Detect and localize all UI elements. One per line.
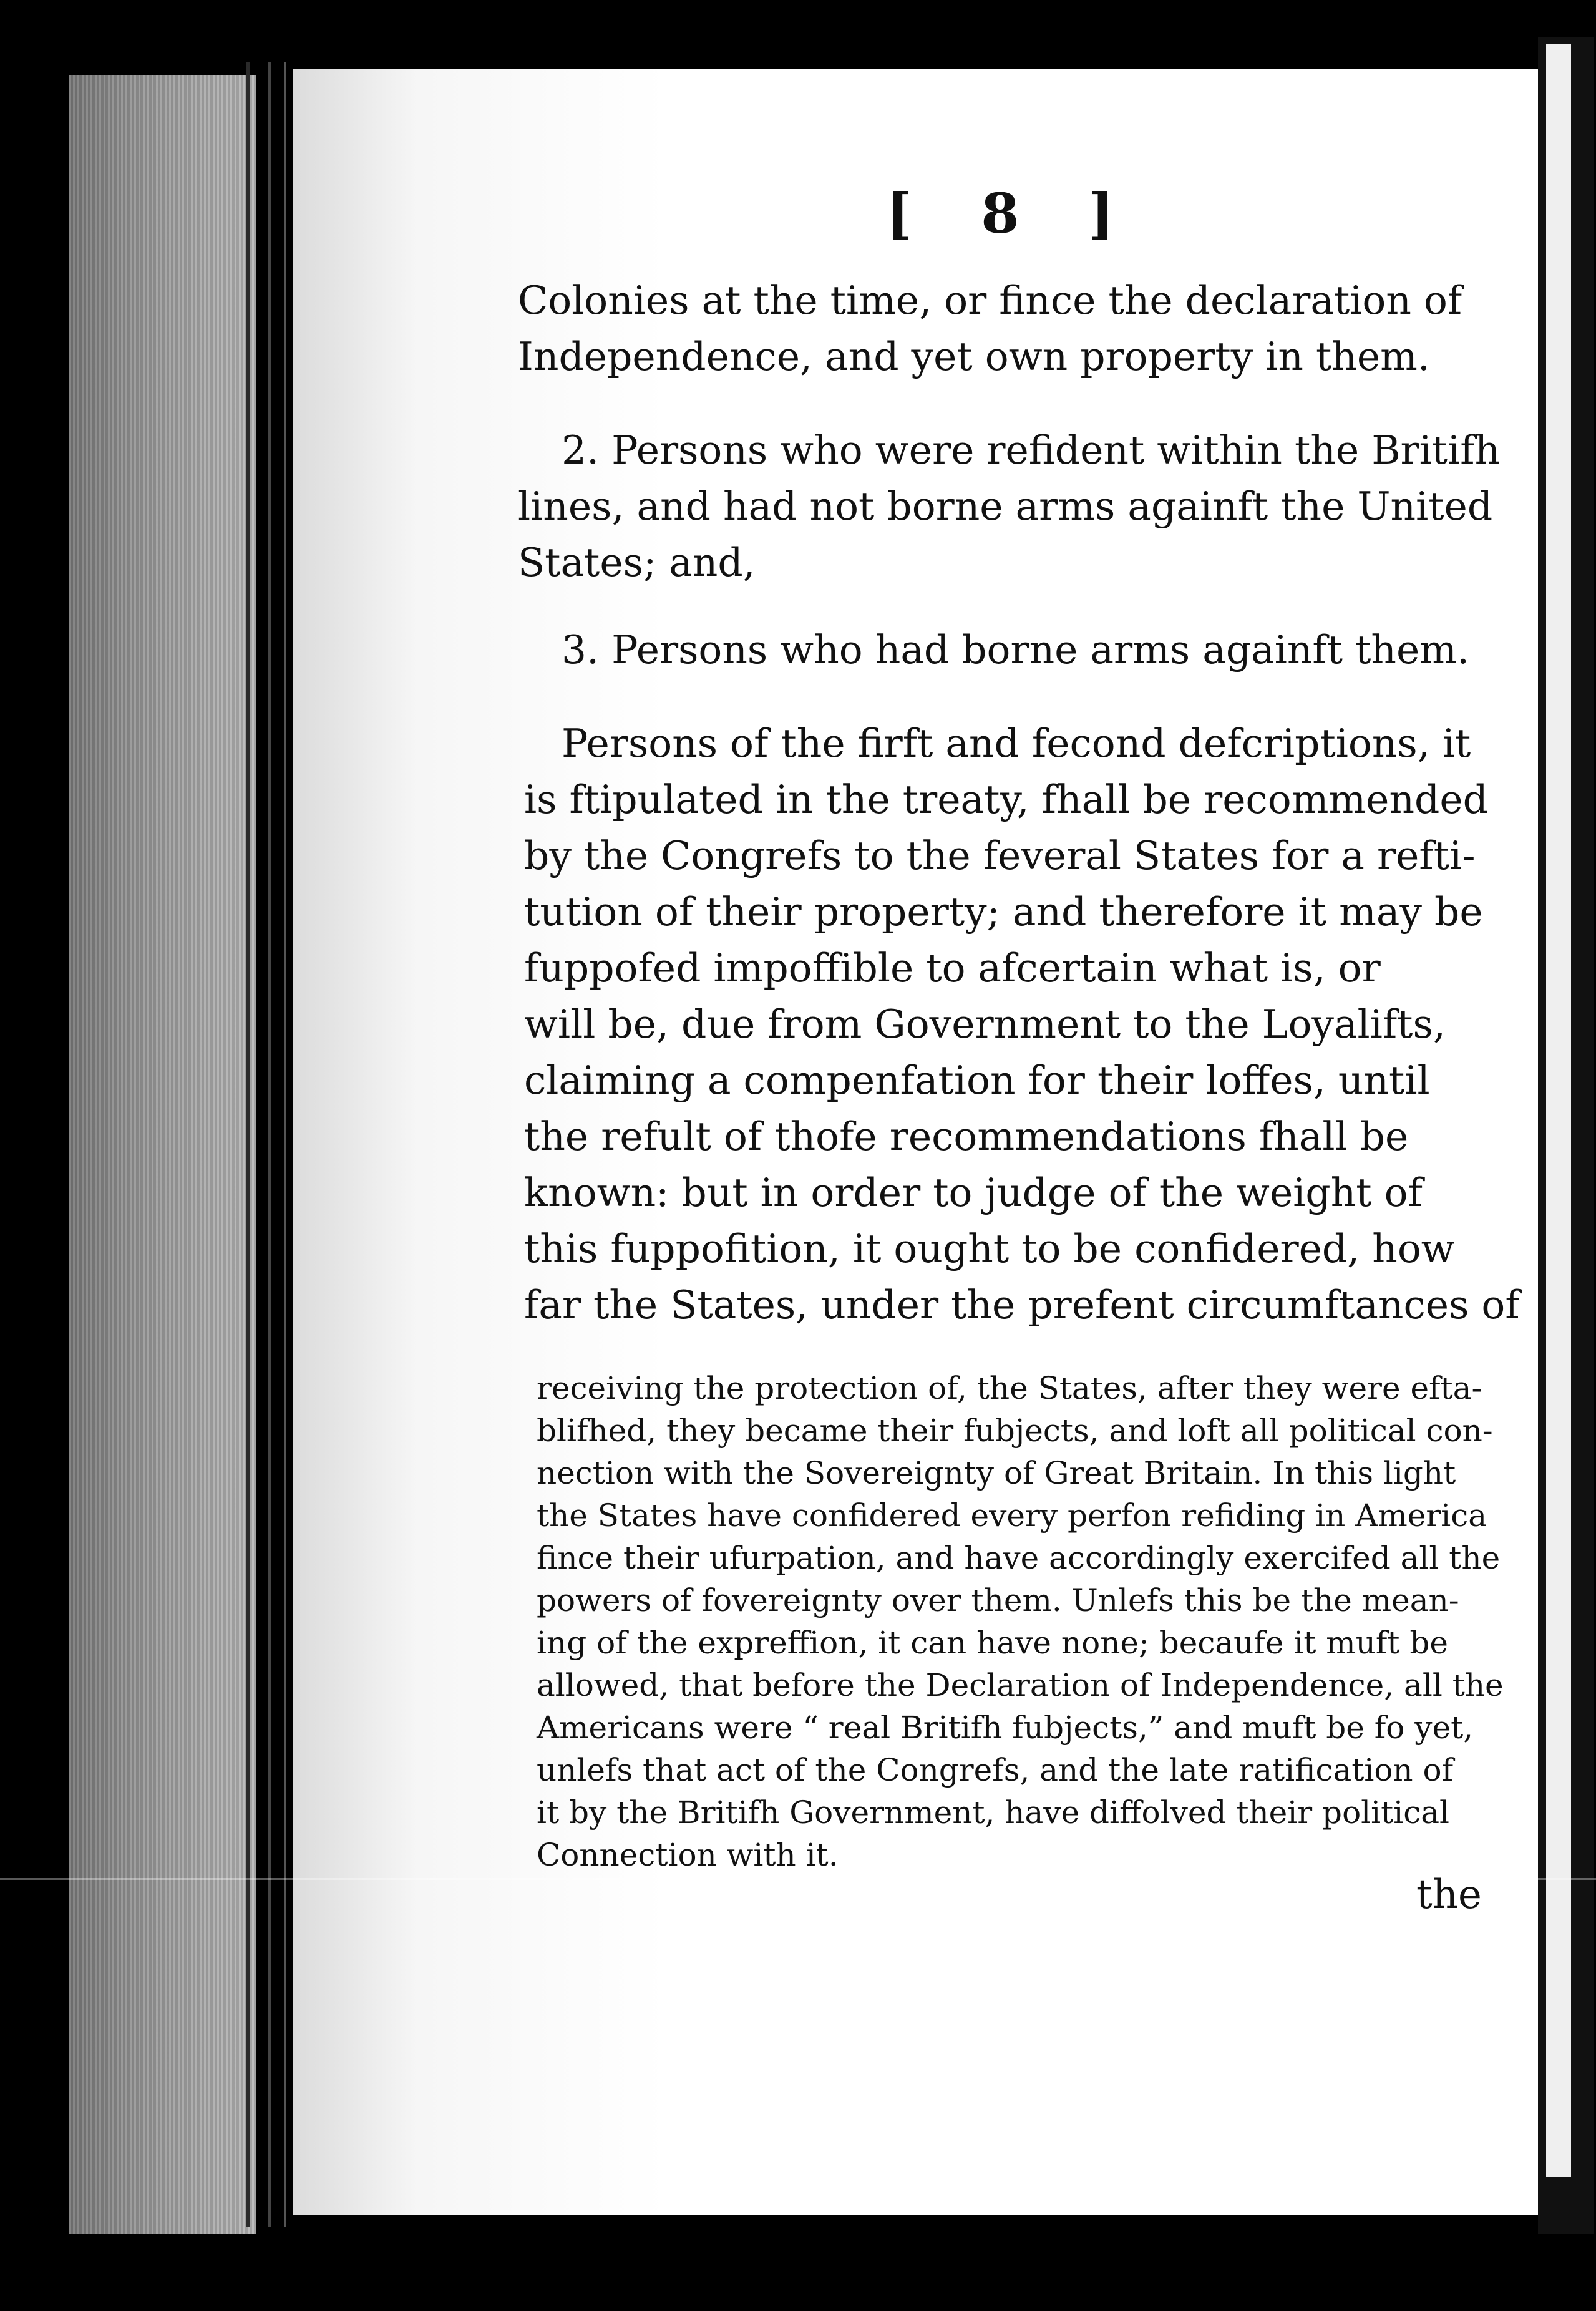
scan-line: [0, 1878, 1596, 1880]
footnote-line: fince their ufurpation, and have accordingly exercifed all the: [537, 1540, 1501, 1576]
page-edge-line: [246, 62, 250, 2227]
body-line: by the Congrefs to the feveral States for a refti-: [524, 833, 1476, 878]
body-line: far the States, under the prefent circumftances of: [524, 1282, 1520, 1328]
footnote-line: unlefs that act of the Congrefs, and the late ratification of: [537, 1752, 1454, 1788]
body-line: fuppofed impoffible to afcertain what is, or: [524, 945, 1381, 991]
footnote-line: powers of fovereignty over them. Unlefs this be the mean-: [537, 1582, 1459, 1618]
footnote-line: nection with the Sovereignty of Great Britain. In this light: [537, 1455, 1456, 1491]
body-line: lines, and had not borne arms againft the United: [518, 484, 1493, 529]
footnote-line: blifhed, they became their fubjects, and loft all political con-: [537, 1413, 1493, 1449]
page-edge-line: [268, 62, 271, 2227]
page-edge-line: [284, 62, 286, 2227]
body-line: this fuppofition, it ought to be confidered, how: [524, 1226, 1455, 1272]
body-line: will be, due from Government to the Loyalifts,: [524, 1001, 1446, 1047]
footnote-line: ing of the expreffion, it can have none; becaufe it muft be: [537, 1625, 1449, 1661]
body-line: States; and,: [518, 540, 756, 585]
footnote-line: the States have confidered every perfon refiding in America: [537, 1497, 1487, 1534]
body-line: known: but in order to judge of the weight of: [524, 1170, 1423, 1215]
body-line: claiming a compenfation for their loffes, until: [524, 1058, 1430, 1103]
body-line: 2. Persons who were refident within the Britifh: [562, 427, 1501, 473]
footnote-line: Americans were “ real Britifh fubjects,” and muft be fo yet,: [537, 1710, 1474, 1746]
footnote-line: receiving the protection of, the States, after they were efta-: [537, 1370, 1482, 1406]
binding-margin: [69, 75, 256, 2234]
footnote-line: it by the Britifh Government, have diffolved their political: [537, 1794, 1450, 1831]
body-line: tution of their property; and therefore it may be: [524, 889, 1483, 935]
page-number: [ 8 ]: [886, 181, 1139, 246]
body-line: the refult of thofe recommendations fhall be: [524, 1114, 1409, 1159]
footnote-line: Connection with it.: [537, 1837, 839, 1873]
body-line: Persons of the firft and fecond defcriptions, it: [562, 721, 1471, 766]
body-line: Independence, and yet own property in them.: [518, 334, 1430, 379]
body-line: 3. Persons who had borne arms againft them.: [562, 627, 1470, 673]
right-page-edge: [1546, 44, 1571, 2177]
body-line: is ftipulated in the treaty, fhall be recommended: [524, 777, 1488, 822]
body-line: Colonies at the time, or fince the declaration of: [518, 278, 1462, 323]
catchword: the: [1416, 1872, 1482, 1918]
footnote-line: allowed, that before the Declaration of Independence, all the: [537, 1667, 1504, 1703]
